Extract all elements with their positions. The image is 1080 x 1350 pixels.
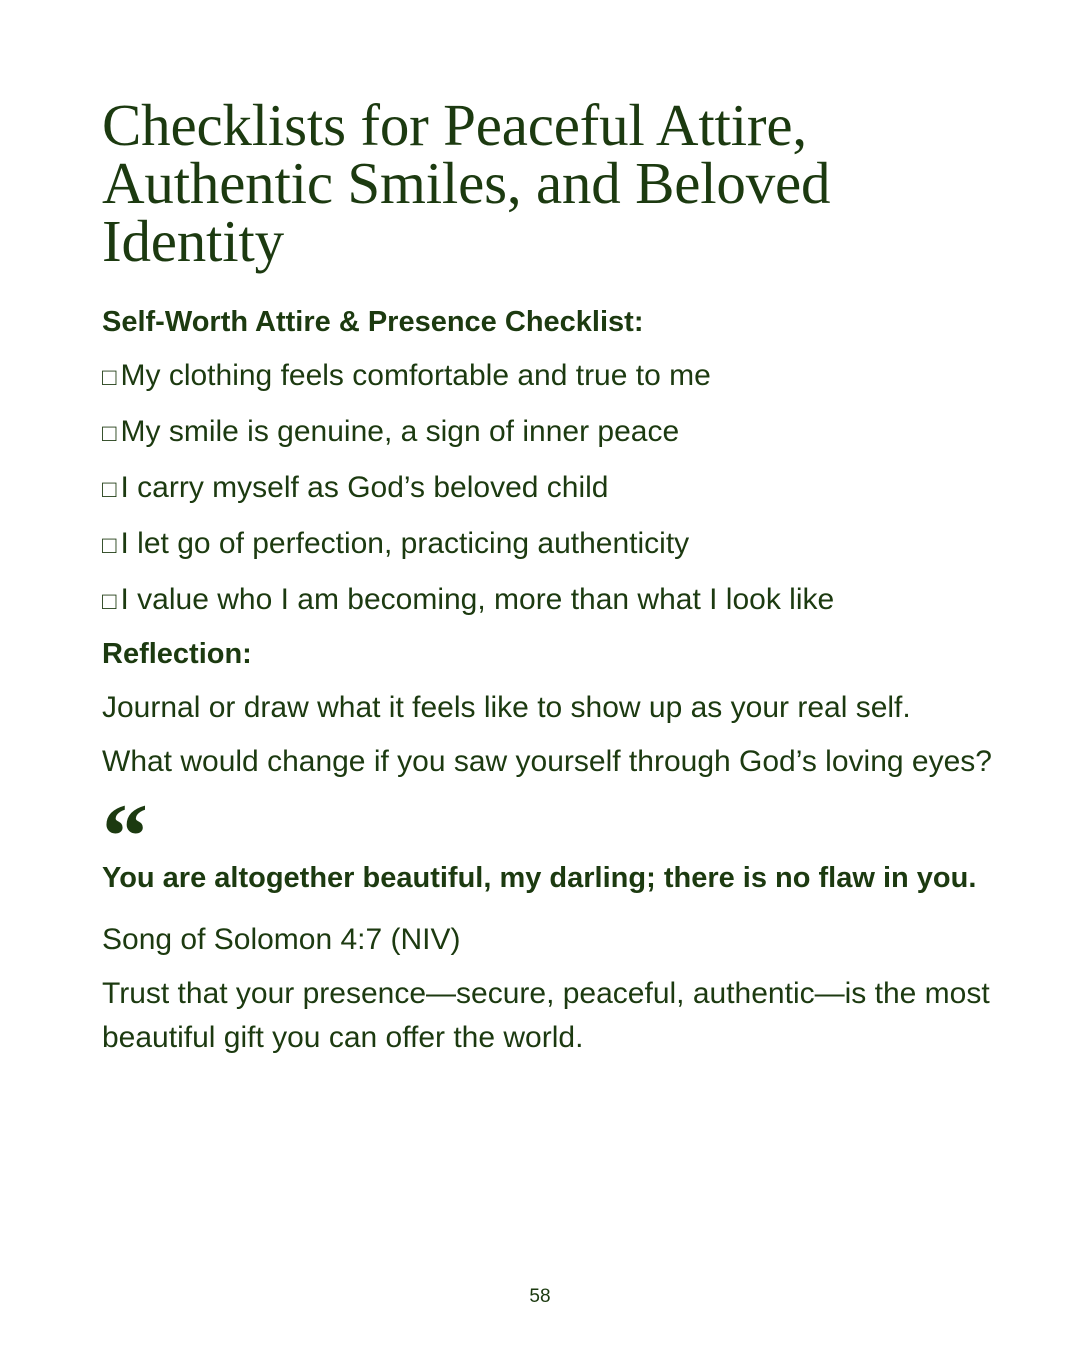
checklist-heading: Self-Worth Attire & Presence Checklist: — [102, 306, 644, 338]
checklist-item[interactable] — [102, 354, 992, 400]
scripture-quote: You are altogether beautiful, my darling; there is no flaw in you. — [102, 862, 977, 894]
checklist-item[interactable] — [102, 578, 992, 624]
checklist-item[interactable] — [102, 410, 992, 456]
checklist-item-label: I let go of perfection, practicing authenticity — [120, 527, 690, 560]
page-content — [102, 92, 992, 1060]
checkbox-icon[interactable]: □ — [102, 476, 117, 503]
checkbox-icon[interactable]: □ — [102, 364, 117, 391]
page-number: 58 — [529, 1286, 551, 1307]
closing-paragraph: Trust that your presence—secure, peaceful, authentic—is the most beautiful gift you can offer the world. — [102, 977, 990, 1054]
checklist-item-label: My smile is genuine, a sign of inner peace — [120, 415, 680, 448]
reflection-prompt: What would change if you saw yourself through God’s loving eyes? — [102, 745, 992, 778]
checklist-item[interactable] — [102, 522, 992, 568]
scripture-citation: Song of Solomon 4:7 (NIV) — [102, 923, 461, 956]
reflection-prompt: Journal or draw what it feels like to show up as your real self. — [102, 691, 911, 724]
checklist-item[interactable] — [102, 466, 992, 512]
checkbox-icon[interactable]: □ — [102, 420, 117, 447]
checkbox-icon[interactable]: □ — [102, 532, 117, 559]
checkbox-icon[interactable]: □ — [102, 588, 117, 615]
quote-mark-icon: “ — [102, 785, 148, 887]
checklist-item-label: I value who I am becoming, more than what I look like — [120, 583, 835, 616]
page-title: Checklists for Peaceful Attire, Authentic Smiles, and Beloved Identity — [102, 92, 831, 274]
reflection-heading: Reflection: — [102, 638, 252, 670]
checklist-item-label: I carry myself as God’s beloved child — [120, 471, 609, 504]
checklist-item-label: My clothing feels comfortable and true to me — [120, 359, 711, 392]
